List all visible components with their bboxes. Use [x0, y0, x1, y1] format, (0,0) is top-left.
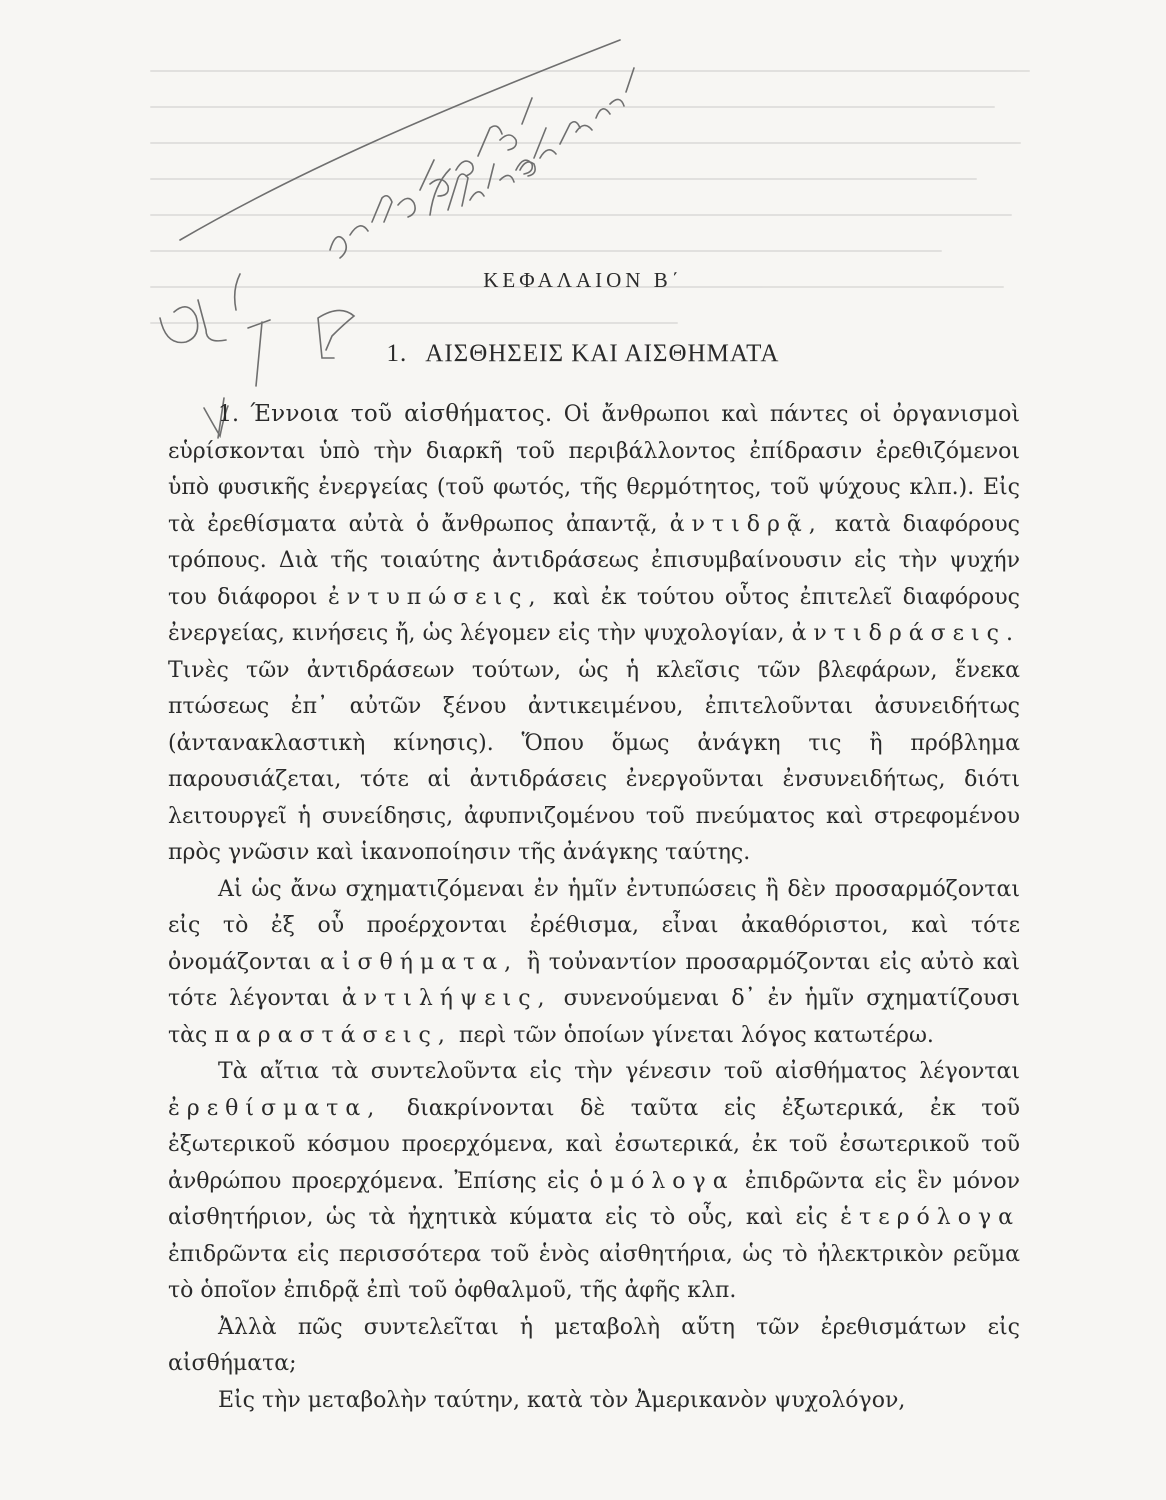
subsection-number: 1.	[218, 402, 239, 427]
spaced-term: ἀντιδράσεις.	[791, 621, 1020, 646]
paragraph	[168, 1054, 1020, 1310]
paragraph	[168, 396, 1020, 872]
paragraph-text: Οἱ ἄνθρωποι καὶ πάντες οἱ ὀργανισμοὶ εὑρίσκονται ὑπὸ τὴν διαρκῆ τοῦ περιβάλλοντος ἐπίδρασιν ἐρεθιζόμενοι ὑπὸ φυσικῆς ἐνεργείας (τοῦ φωτός, τῆς θερμότητος, τοῦ ψύχους κλπ.). Εἰς τὰ ἐρεθίσματα αὐτὰ ὁ ἄνθρωπος ἀπαντᾷ,	[168, 402, 1020, 537]
paragraph: Ἀλλὰ πῶς συντελεῖται ἡ μεταβολὴ αὕτη τῶν ἐρεθισμάτων εἰς αἰσθήματα;	[168, 1314, 1020, 1376]
paragraph-text: καὶ ἐκ τούτου οὗτος ἐπιτελεῖ διαφόρους ἐνεργείας, κινήσεις ἤ, ὡς λέγομεν εἰς τὴν ψυχολογίαν,	[168, 584, 1020, 646]
spaced-term: ἐρεθίσματα,	[168, 1095, 382, 1121]
spaced-term: παραστάσεις,	[214, 1022, 452, 1048]
paragraph-text: Τινὲς τῶν ἀντιδράσεων τούτων, ὡς ἡ κλεῖσις τῶν βλεφάρων, ἕνεκα πτώσεως ἐπ᾽ αὐτῶν ξένου ἀντικειμένου, ἐπιτελοῦνται ἀσυνειδήτως (ἀντανακλαστικὴ κίνησις). Ὅπου ὅμως ἀνάγκη τις ἢ πρόβλημα παρουσιάζεται, τότε αἱ ἀντιδράσεις ἐνεργοῦνται ἐνσυνειδήτως, διότι λειτουργεῖ ἡ συνείδησις, ἀφυπνιζομένου τοῦ πνεύματος καὶ στρεφομένου πρὸς γνῶσιν καὶ ἱκανοποίησιν τῆς ἀνάγκης ταύτης.	[168, 657, 1020, 865]
section-title-text: ΑΙΣΘΗΣΕΙΣ ΚΑΙ ΑΙΣΘΗΜΑΤΑ	[425, 340, 780, 367]
spaced-term: ὁμόλογα	[589, 1168, 735, 1194]
body-text	[168, 396, 1020, 1419]
paragraph-text: Τὰ αἴτια τὰ συντελοῦντα εἰς τὴν γένεσιν τοῦ αἰσθήματος λέγονται	[218, 1059, 1020, 1084]
spaced-term: ἀντιλήψεις,	[341, 986, 552, 1011]
spaced-term: ἐντυπώσεις,	[328, 584, 543, 610]
paragraph-text: κατὰ διαφόρους τρόπους. Διὰ τῆς τοιαύτης ἀντιδράσεως ἐπισυμβαίνουσιν εἰς τὴν ψυχήν του διάφοροι	[168, 511, 1020, 610]
chapter-heading: ΚΕΦΑΛΑΙΟΝ Β΄	[483, 268, 683, 292]
bleed-through-text	[150, 70, 1030, 370]
paragraph-text: ἢ τοὐναντίον προσαρμόζονται εἰς αὐτὸ καὶ τότε λέγονται	[168, 949, 1020, 1011]
paragraph-text: ἐπιδρῶντα εἰς περισσότερα τοῦ ἑνὸς αἰσθητήρια, ὡς τὸ ἠλεκτρικὸν ρεῦμα τὸ ὁποῖον ἐπιδρᾷ ἐπὶ τοῦ ὀφθαλμοῦ, τῆς ἀφῆς κλπ.	[168, 1241, 1020, 1303]
subsection-title: Έννοια τοῦ αἰσθήματος.	[250, 401, 553, 427]
handwritten-annotations	[0, 0, 1166, 460]
paragraph-text: συνενούμεναι δ᾽ ἐν ἡμῖν σχηματίζουσι τὰς	[168, 986, 1020, 1048]
paragraph-text: διακρίνονται δὲ ταῦτα εἰς ἐξωτερικά, ἐκ τοῦ ἐξωτερικοῦ κόσμου προερχόμενα, καὶ ἐσωτερικά, ἐκ τοῦ ἐσωτερικοῦ τοῦ ἀνθρώπου προερχόμενα. Ἐπίσης εἰς	[168, 1095, 1020, 1194]
spaced-term: αἰσθήματα,	[319, 949, 519, 975]
section-number: 1.	[386, 340, 408, 367]
paragraph-text: Αἱ ὡς ἄνω σχηματιζόμεναι ἐν ἡμῖν ἐντυπώσεις ἢ δὲν προσαρμόζονται εἰς τὸ ἐξ οὗ προέρχονται ἐρέθισμα, εἶναι ἀκαθόριστοι, καὶ τότε ὀνομάζονται	[168, 876, 1020, 975]
paragraph: Εἰς τὴν μεταβολὴν ταύτην, κατὰ τὸν Ἀμερικανὸν ψυχολόγον,	[218, 1387, 906, 1413]
spaced-term: ἑτερόλογα	[840, 1205, 1020, 1230]
paragraph-text: περὶ τῶν ὁποίων γίνεται λόγος κατωτέρω.	[458, 1022, 934, 1048]
paragraph	[168, 872, 1020, 1055]
section-title	[0, 340, 1166, 368]
paragraph-text: ἐπιδρῶντα εἰς ἓν μόνον αἰσθητήριον, ὡς τὰ ἠχητικὰ κύματα εἰς τὸ οὖς, καὶ εἰς	[168, 1168, 1021, 1230]
spaced-term: ἀντιδρᾷ,	[669, 511, 823, 537]
